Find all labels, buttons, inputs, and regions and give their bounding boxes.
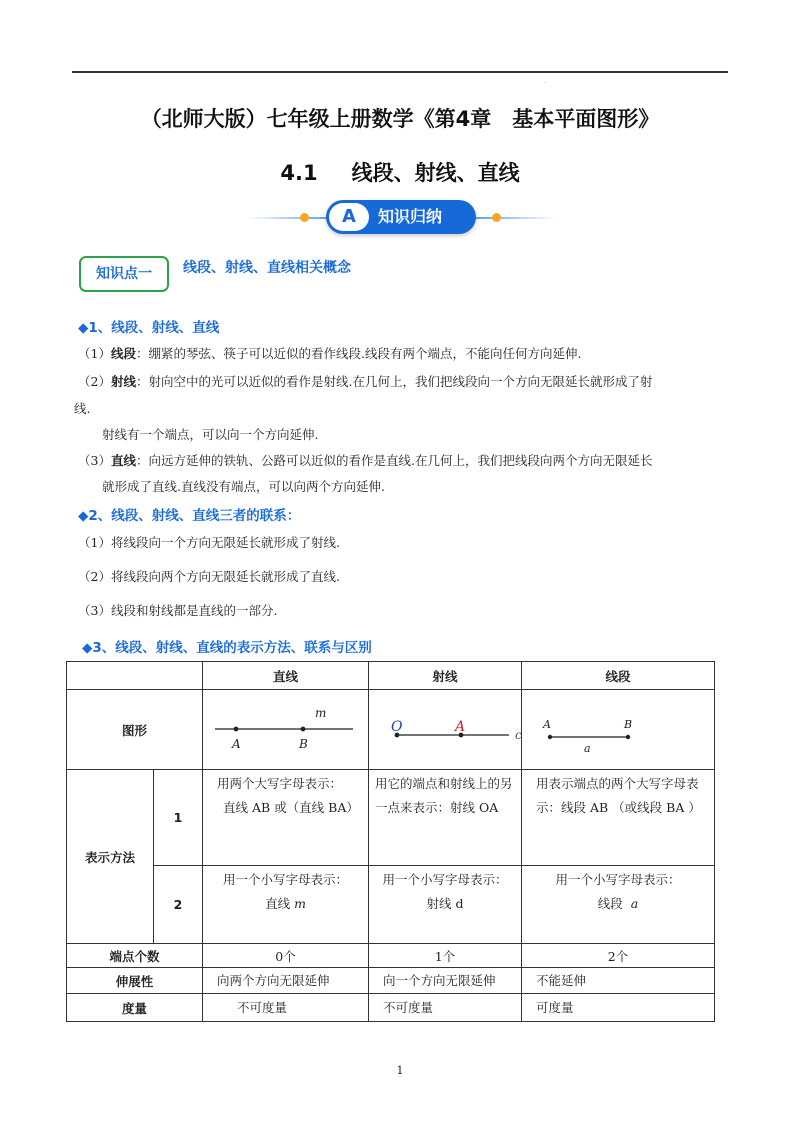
point-o-label: O [391,718,403,735]
repr2-segment-text-b [528,892,708,916]
repr1-ray-text: 用它的端点和射线上的另一点来表示：射线 OA [375,776,513,815]
item-prefix: （3） [78,453,111,468]
repr1-segment-text: 用表示端点的两个大写字母表示：线段 AB （或线段 BA ） [536,776,701,815]
row-label-endpoints: 端点个数 [67,944,203,968]
point-a-label: A [543,717,551,731]
extend-line [203,968,369,994]
endpoints-segment: 2个 [522,944,715,968]
repr2-segment-cell [522,866,715,944]
item-prefix: （1） [78,346,111,361]
row-label-measure: 度量 [67,994,203,1022]
measure-ray [369,994,522,1022]
ray-end-label: c [515,727,522,742]
repr2-segment-text-a: 用一个小写字母表示： [555,872,681,887]
point-b-label: B [624,717,633,731]
section-heading-2: ◆2、线段、射线、直线三者的联系： [78,508,301,524]
section-heading-3: ◆3、线段、射线、直线的表示方法、联系与区别 [82,640,372,656]
paragraph-line-continued: 就形成了直线.直线没有端点，可以向两个方向延伸. [102,479,385,494]
relation-item-1: （1）将线段向一个方向无限延长就形成了射线. [78,535,340,550]
repr2-line-var: m [294,896,306,911]
table-header-row [67,662,715,690]
repr2-ray-cell [369,866,522,944]
point-a-label: A [455,718,466,735]
header-empty [67,662,203,690]
paragraph-text: ：射向空中的光可以近似的看作是射线.在几何上，我们把线段向一个方向无限延长就形成了射 [135,374,653,389]
relation-item-2: （2）将线段向两个方向无限延长就形成了直线. [78,569,340,584]
section-number: 4.1 [280,161,318,185]
banner-badge: A [329,203,369,231]
paragraph-ray-continued: 线. [74,401,91,416]
point-a-label: A [232,736,241,751]
repr2-segment-var: a [630,896,639,911]
banner-dot-left [300,213,309,222]
figure-line-cell [203,690,369,770]
table-row-repr-2 [67,866,715,944]
repr-number-1: 1 [154,770,203,866]
section-title [0,157,800,187]
header-ray: 射线 [369,662,522,690]
figure-ray-cell [369,690,522,770]
term-line: 直线 [110,453,136,468]
paragraph-text: ：向远方延伸的铁轨、公路可以近似的看作是直线.在几何上，我们把线段向两个方向无限延长 [135,453,653,468]
extend-segment-text: 不能延伸 [536,972,587,988]
repr1-line-text-b: 直线 AB 或（直线 BA） [223,800,359,815]
term-ray: 射线 [110,374,136,389]
repr2-line-text-b [209,892,362,916]
section-heading-1: ◆1、线段、射线、直线 [78,320,220,336]
knowledge-point-label: 知识点一 [79,256,169,292]
relation-item-3: （3）线段和射线都是直线的一部分. [78,603,278,618]
repr2-ray-text-a: 用一个小写字母表示： [382,872,508,887]
extend-line-text: 向两个方向无限延伸 [217,972,330,988]
repr1-line-cell [203,770,369,866]
header-rule [72,71,728,73]
point-b-dot [626,734,630,738]
point-a-dot [234,726,239,731]
repr2-ray-text-b: 射线 d [426,896,464,911]
banner-line-right [476,217,556,219]
point-a-dot [548,734,552,738]
repr2-line-text-a: 用一个小写字母表示： [222,872,348,887]
banner-line-left [248,217,328,219]
paragraph-segment [78,344,581,362]
knowledge-point-title: 线段、射线、直线相关概念 [183,260,351,276]
figure-segment-cell [522,690,715,770]
comparison-table [66,661,715,1022]
segment-figure [522,691,715,769]
banner-text: 知识归纳 [378,207,443,226]
term-segment: 线段 [110,346,136,361]
extend-segment [522,968,715,994]
point-b-dot [301,726,306,731]
repr1-segment-cell [522,770,715,866]
header-line: 直线 [203,662,369,690]
repr2-line-cell [203,866,369,944]
row-label-representation: 表示方法 [67,770,154,944]
table-row-repr-1 [67,770,715,866]
banner-dot-right [492,213,501,222]
paragraph-ray-note: 射线有一个端点，可以向一个方向延伸. [102,427,319,442]
line-figure [203,691,369,769]
section-name: 线段、射线、直线 [351,161,520,185]
line-name-label: m [315,705,327,720]
row-label-figure: 图形 [67,690,203,770]
measure-line [203,994,369,1022]
point-b-label: B [299,736,308,751]
repr2-line-word: 直线 [265,896,291,911]
header-dot: · [544,80,546,87]
table-row-endpoints [67,944,715,968]
measure-line-text: 不可度量 [237,999,288,1015]
extend-ray-text: 向一个方向无限延伸 [383,972,496,988]
table-row-extend [67,968,715,994]
knowledge-banner [326,200,476,234]
ray-figure [369,691,522,769]
measure-segment [522,994,715,1022]
paragraph-ray [78,372,652,390]
measure-ray-text: 不可度量 [383,999,434,1015]
paragraph-text: ：绷紧的琴弦、筷子可以近似的看作线段.线段有两个端点，不能向任何方向延伸. [135,346,582,361]
item-prefix: （2） [78,374,111,389]
header-segment: 线段 [522,662,715,690]
row-label-extend: 伸展性 [67,968,203,994]
endpoints-line: 0个 [203,944,369,968]
extend-ray [369,968,522,994]
segment-name-label: a [584,741,591,755]
page-number: 1 [396,1064,404,1077]
paragraph-line [78,451,652,469]
repr1-line-text-a: 用两个大写字母表示： [217,776,343,791]
measure-segment-text: 可度量 [536,999,574,1015]
repr-number-2: 2 [154,866,203,944]
table-row-figure [67,690,715,770]
document-title: （北师大版）七年级上册数学《第4章 基本平面图形》 [140,107,660,131]
repr1-ray-cell [369,770,522,866]
repr2-segment-word: 线段 [597,896,623,911]
table-row-measure [67,994,715,1022]
endpoints-ray: 1个 [369,944,522,968]
